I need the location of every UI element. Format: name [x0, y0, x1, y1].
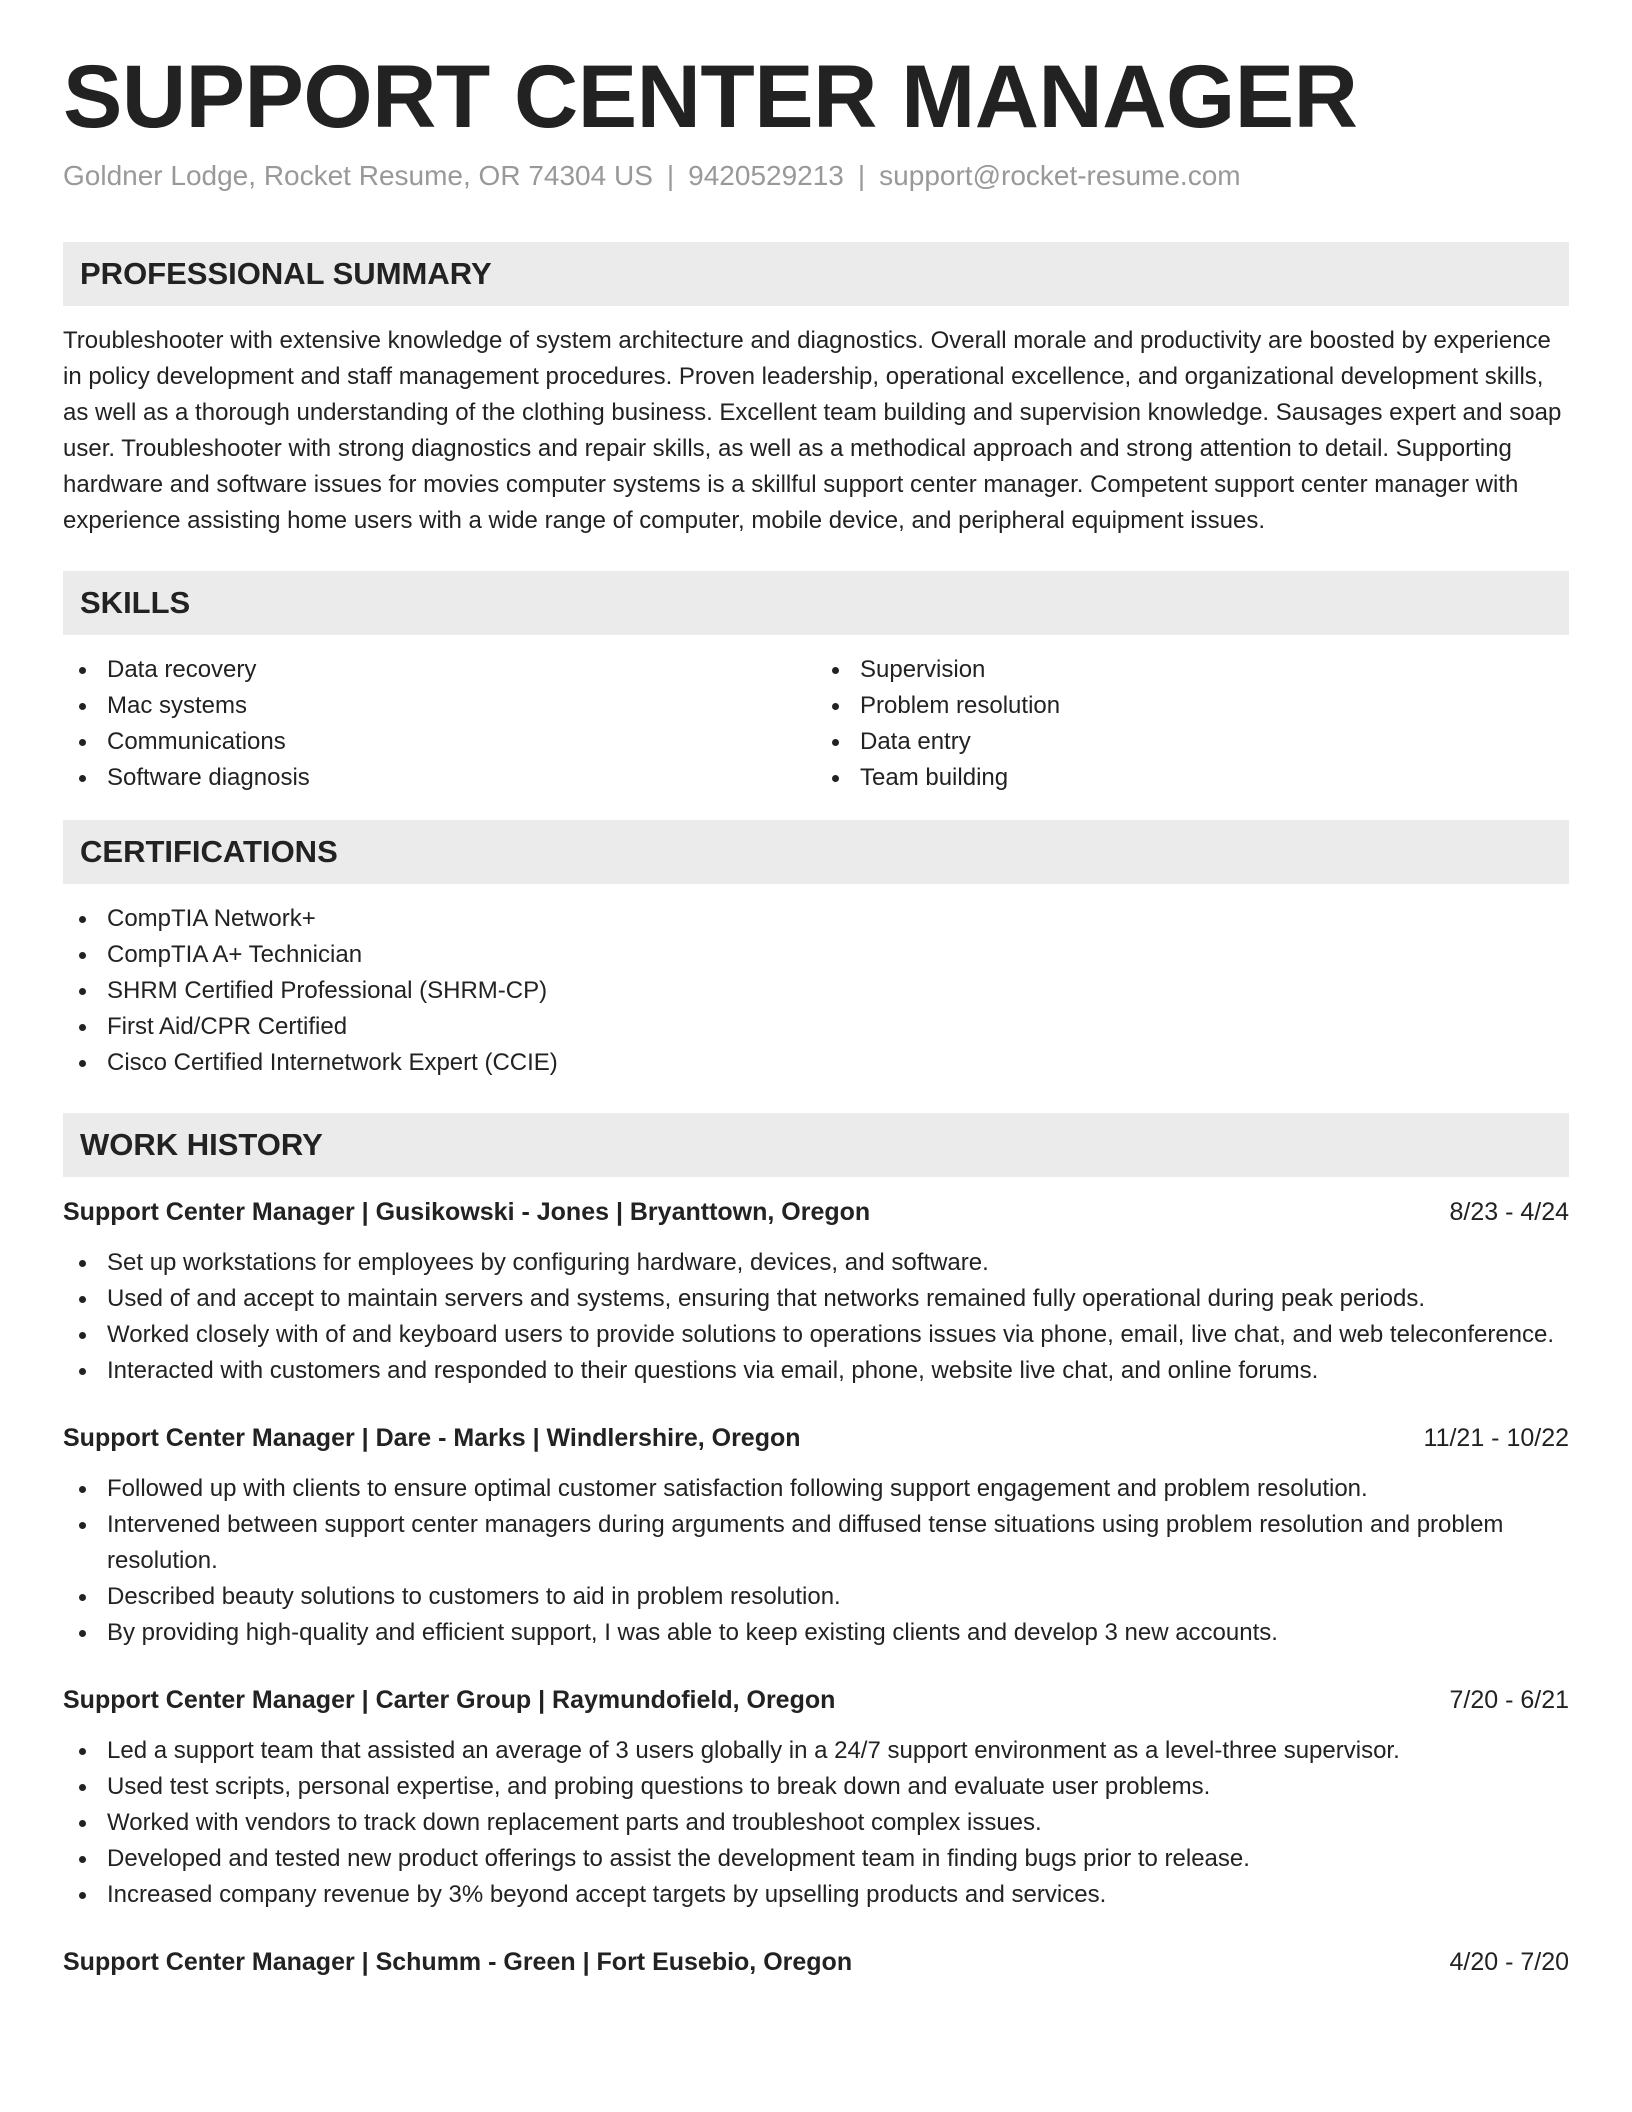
job-entry	[63, 1195, 1569, 1389]
job-entry	[63, 1683, 1569, 1913]
contact-line	[63, 159, 1569, 193]
skills-grid	[63, 652, 1569, 796]
contact-email[interactable]: support@rocket-resume.com	[879, 159, 1241, 191]
job-bullet: Interacted with customers and responded to their questions via email, phone, website live chat, and online forums.	[63, 1353, 1569, 1389]
job-bullets	[63, 1733, 1569, 1913]
job-entry	[63, 1421, 1569, 1651]
certifications-section	[63, 820, 1569, 1081]
certification-item: SHRM Certified Professional (SHRM-CP)	[63, 973, 1569, 1009]
job-entry	[63, 1945, 1569, 1979]
job-title: Support Center Manager | Schumm - Green | Fort Eusebio, Oregon	[63, 1948, 853, 1977]
job-title: Support Center Manager | Gusikowski - Jones | Bryanttown, Oregon	[63, 1198, 871, 1227]
contact-separator: |	[666, 159, 675, 191]
work-history-section	[63, 1113, 1569, 1979]
contact-address: Goldner Lodge, Rocket Resume, OR 74304 US	[63, 159, 653, 191]
job-bullet: Worked with vendors to track down replacement parts and troubleshoot complex issues.	[63, 1805, 1569, 1841]
job-title: Support Center Manager | Carter Group | Raymundofield, Oregon	[63, 1686, 836, 1715]
skill-item: Data entry	[816, 724, 1569, 760]
skill-item: Data recovery	[63, 652, 816, 688]
certification-item: Cisco Certified Internetwork Expert (CCIE)	[63, 1045, 1569, 1081]
professional-summary-section	[63, 242, 1569, 539]
skills-list-right	[816, 652, 1569, 796]
job-bullet: Intervened between support center managers during arguments and diffused tense situations using problem resolution and problem resolution.	[63, 1507, 1569, 1579]
job-title: Support Center Manager | Dare - Marks | Windlershire, Oregon	[63, 1424, 801, 1453]
certification-item: CompTIA A+ Technician	[63, 937, 1569, 973]
job-bullet: By providing high-quality and efficient support, I was able to keep existing clients and develop 3 new accounts.	[63, 1615, 1569, 1651]
section-heading: SKILLS	[63, 571, 1569, 635]
certification-item: CompTIA Network+	[63, 901, 1569, 937]
skills-list-left	[63, 652, 816, 796]
skills-section	[63, 571, 1569, 796]
job-bullet: Described beauty solutions to customers to aid in problem resolution.	[63, 1579, 1569, 1615]
job-bullet: Followed up with clients to ensure optimal customer satisfaction following support engagement and problem resolution.	[63, 1471, 1569, 1507]
skill-item: Supervision	[816, 652, 1569, 688]
skill-item: Problem resolution	[816, 688, 1569, 724]
section-heading: CERTIFICATIONS	[63, 820, 1569, 884]
section-heading: WORK HISTORY	[63, 1113, 1569, 1177]
job-dates: 4/20 - 7/20	[1449, 1948, 1569, 1977]
contact-phone: 9420529213	[688, 159, 844, 191]
job-dates: 11/21 - 10/22	[1423, 1424, 1569, 1453]
skill-item: Communications	[63, 724, 816, 760]
certification-item: First Aid/CPR Certified	[63, 1009, 1569, 1045]
job-bullet: Set up workstations for employees by configuring hardware, devices, and software.	[63, 1245, 1569, 1281]
job-bullets	[63, 1245, 1569, 1389]
job-dates: 8/23 - 4/24	[1449, 1198, 1569, 1227]
skill-item: Mac systems	[63, 688, 816, 724]
section-heading: PROFESSIONAL SUMMARY	[63, 242, 1569, 306]
job-bullets	[63, 1471, 1569, 1651]
summary-text: Troubleshooter with extensive knowledge of system architecture and diagnostics. Overall morale and productivity are boosted by experience in policy development and staff management procedures. Proven leadership, operational excellence, and organizational development skills, as well as a thorough understanding of the clothing business. Excellent team building and supervision knowledge. Sausages expert and soap user. Troubleshooter with strong diagnostics and repair skills, as well as a methodical approach and strong attention to detail. Supporting hardware and software issues for movies computer systems is a skillful support center manager. Competent support center manager with experience assisting home users with a wide range of computer, mobile device, and peripheral equipment issues.	[63, 327, 1562, 535]
job-dates: 7/20 - 6/21	[1449, 1686, 1569, 1715]
resume-title: SUPPORT CENTER MANAGER	[63, 46, 1358, 146]
job-bullet: Developed and tested new product offerings to assist the development team in finding bugs prior to release.	[63, 1841, 1569, 1877]
job-bullet: Used of and accept to maintain servers and systems, ensuring that networks remained fully operational during peak periods.	[63, 1281, 1569, 1317]
certifications-list	[63, 901, 1569, 1081]
skill-item: Team building	[816, 760, 1569, 796]
job-bullet: Led a support team that assisted an average of 3 users globally in a 24/7 support environment as a level-three supervisor.	[63, 1733, 1569, 1769]
job-bullet: Used test scripts, personal expertise, and probing questions to break down and evaluate user problems.	[63, 1769, 1569, 1805]
job-bullet: Increased company revenue by 3% beyond accept targets by upselling products and services.	[63, 1877, 1569, 1913]
job-bullet: Worked closely with of and keyboard users to provide solutions to operations issues via phone, email, live chat, and web teleconference.	[63, 1317, 1569, 1353]
skill-item: Software diagnosis	[63, 760, 816, 796]
contact-separator: |	[857, 159, 866, 191]
